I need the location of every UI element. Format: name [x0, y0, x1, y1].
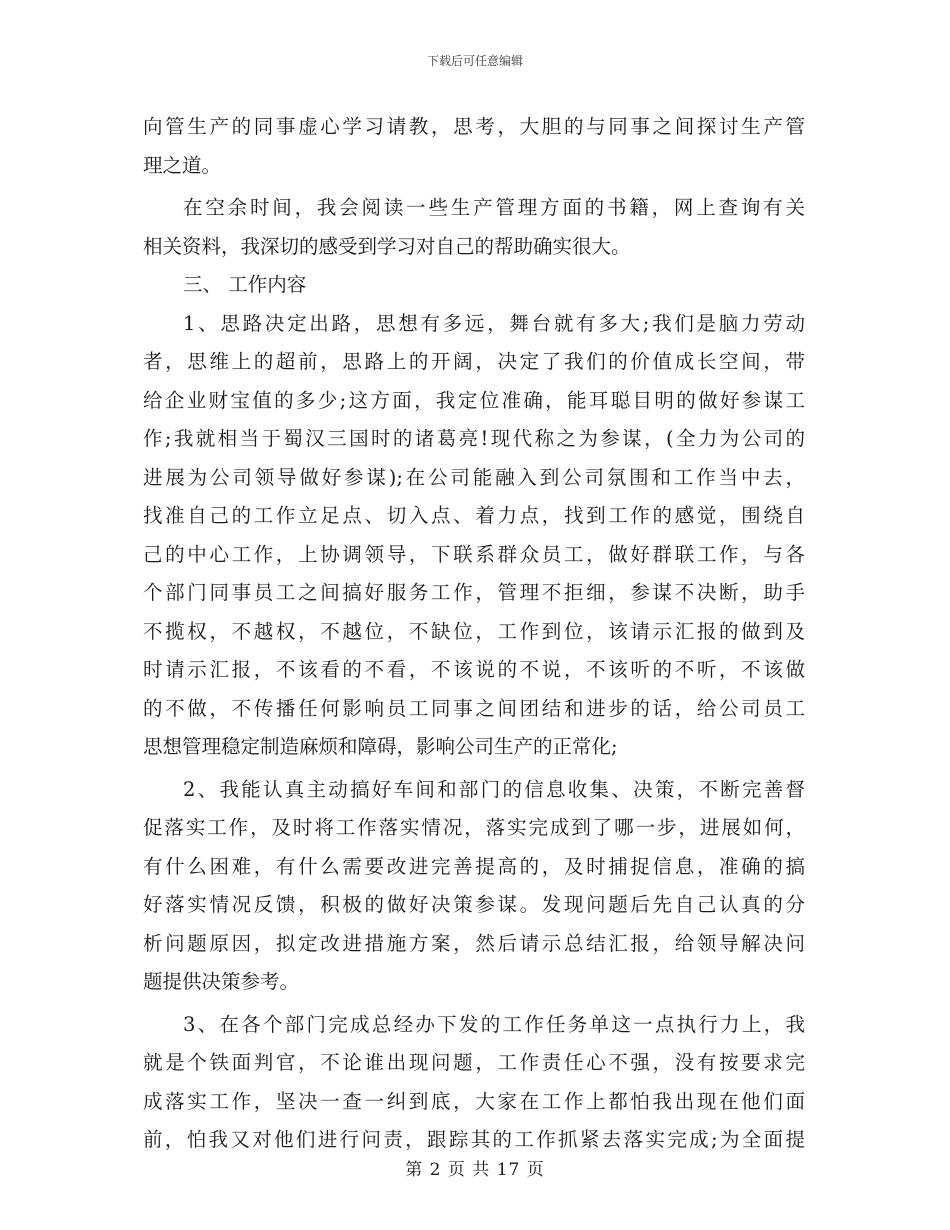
text-line: 析问题原因，拟定改进措施方案，然后请示总结汇报，给领导解决问: [143, 931, 805, 955]
text-line: 理之道。: [143, 153, 222, 177]
paragraph: [143, 771, 805, 1002]
text-line: 成落实工作，坚决一查一纠到底，大家在工作上都怕我出现在他们面: [143, 1089, 805, 1113]
paragraph: [143, 305, 805, 767]
text-line: 题提供决策参考。: [143, 970, 300, 993]
text-line: 找准自己的工作立足点、切入点、着力点，找到工作的感觉，围绕自: [143, 504, 805, 527]
paragraph: [143, 108, 805, 185]
text-line: 时请示汇报，不该看的不看，不该说的不说，不该听的不听，不该做: [143, 658, 805, 681]
text-line: 就是个铁面判官，不论谁出现问题，工作责任心不强，没有按要求完: [143, 1051, 805, 1074]
text-line: 相关资料，我深切的感受到学习对自己的帮助确实很大。: [143, 234, 631, 258]
text-line: 不揽权，不越权，不越位，不缺位，工作到位，该请示汇报的做到及: [143, 619, 805, 643]
text-line: 有什么困难，有什么需要改进完善提高的，及时捕捉信息，准确的搞: [143, 854, 805, 878]
text-line: 作;我就相当于蜀汉三国时的诸葛亮!现代称之为参谋，(全力为公司的: [143, 427, 805, 450]
text-line: 前，怕我又对他们进行问责，跟踪其的工作抓紧去落实完成;为全面提: [143, 1128, 805, 1151]
text-line: 三、 工作内容: [183, 273, 307, 296]
text-line: 给企业财宝值的多少;这方面，我定位准确，能耳聪目明的做好参谋工: [143, 388, 805, 412]
page-footer: 第 2 页 共 17 页: [405, 1160, 545, 1180]
text-line: 2、我能认真主动搞好车间和部门的信息收集、决策，不断完善督: [183, 777, 805, 801]
text-line: 个部门同事员工之间搞好服务工作，管理不拒细，参谋不决断，助手: [143, 581, 805, 604]
text-line: 思想管理稳定制造麻烦和障碍，影响公司生产的正常化;: [143, 735, 618, 758]
paragraph: [143, 189, 805, 266]
text-line: 3、在各个部门完成总经办下发的工作任务单这一点执行力上，我: [183, 1012, 805, 1036]
section-heading: [143, 266, 805, 305]
text-line: 己的中心工作，上协调领导，下联系群众员工，做好群联工作，与各: [143, 542, 805, 566]
text-line: 的不做，不传播任何影响员工同事之间团结和进步的话，给公司员工: [143, 696, 805, 720]
text-line: 向管生产的同事虚心学习请教，思考，大胆的与同事之间探讨生产管: [143, 115, 805, 138]
text-line: 进展为公司领导做好参谋);在公司能融入到公司氛围和工作当中去，: [143, 465, 805, 489]
text-line: 好落实情况反馈，积极的做好决策参谋。发现问题后先自己认真的分: [143, 893, 805, 916]
text-line: 在空余时间，我会阅读一些生产管理方面的书籍，网上查询有关: [183, 196, 805, 219]
page-header: 下载后可任意编辑: [426, 54, 523, 68]
text-line: 促落实工作，及时将工作落实情况，落实完成到了哪一步，进展如何，: [143, 816, 805, 839]
document-body: [143, 108, 805, 1160]
text-line: 者，思维上的超前，思路上的开阔，决定了我们的价值成长空间，带: [143, 350, 805, 373]
paragraph: [143, 1006, 805, 1160]
text-line: 1、思路决定出路，思想有多远，舞台就有多大;我们是脑力劳动: [183, 311, 805, 335]
